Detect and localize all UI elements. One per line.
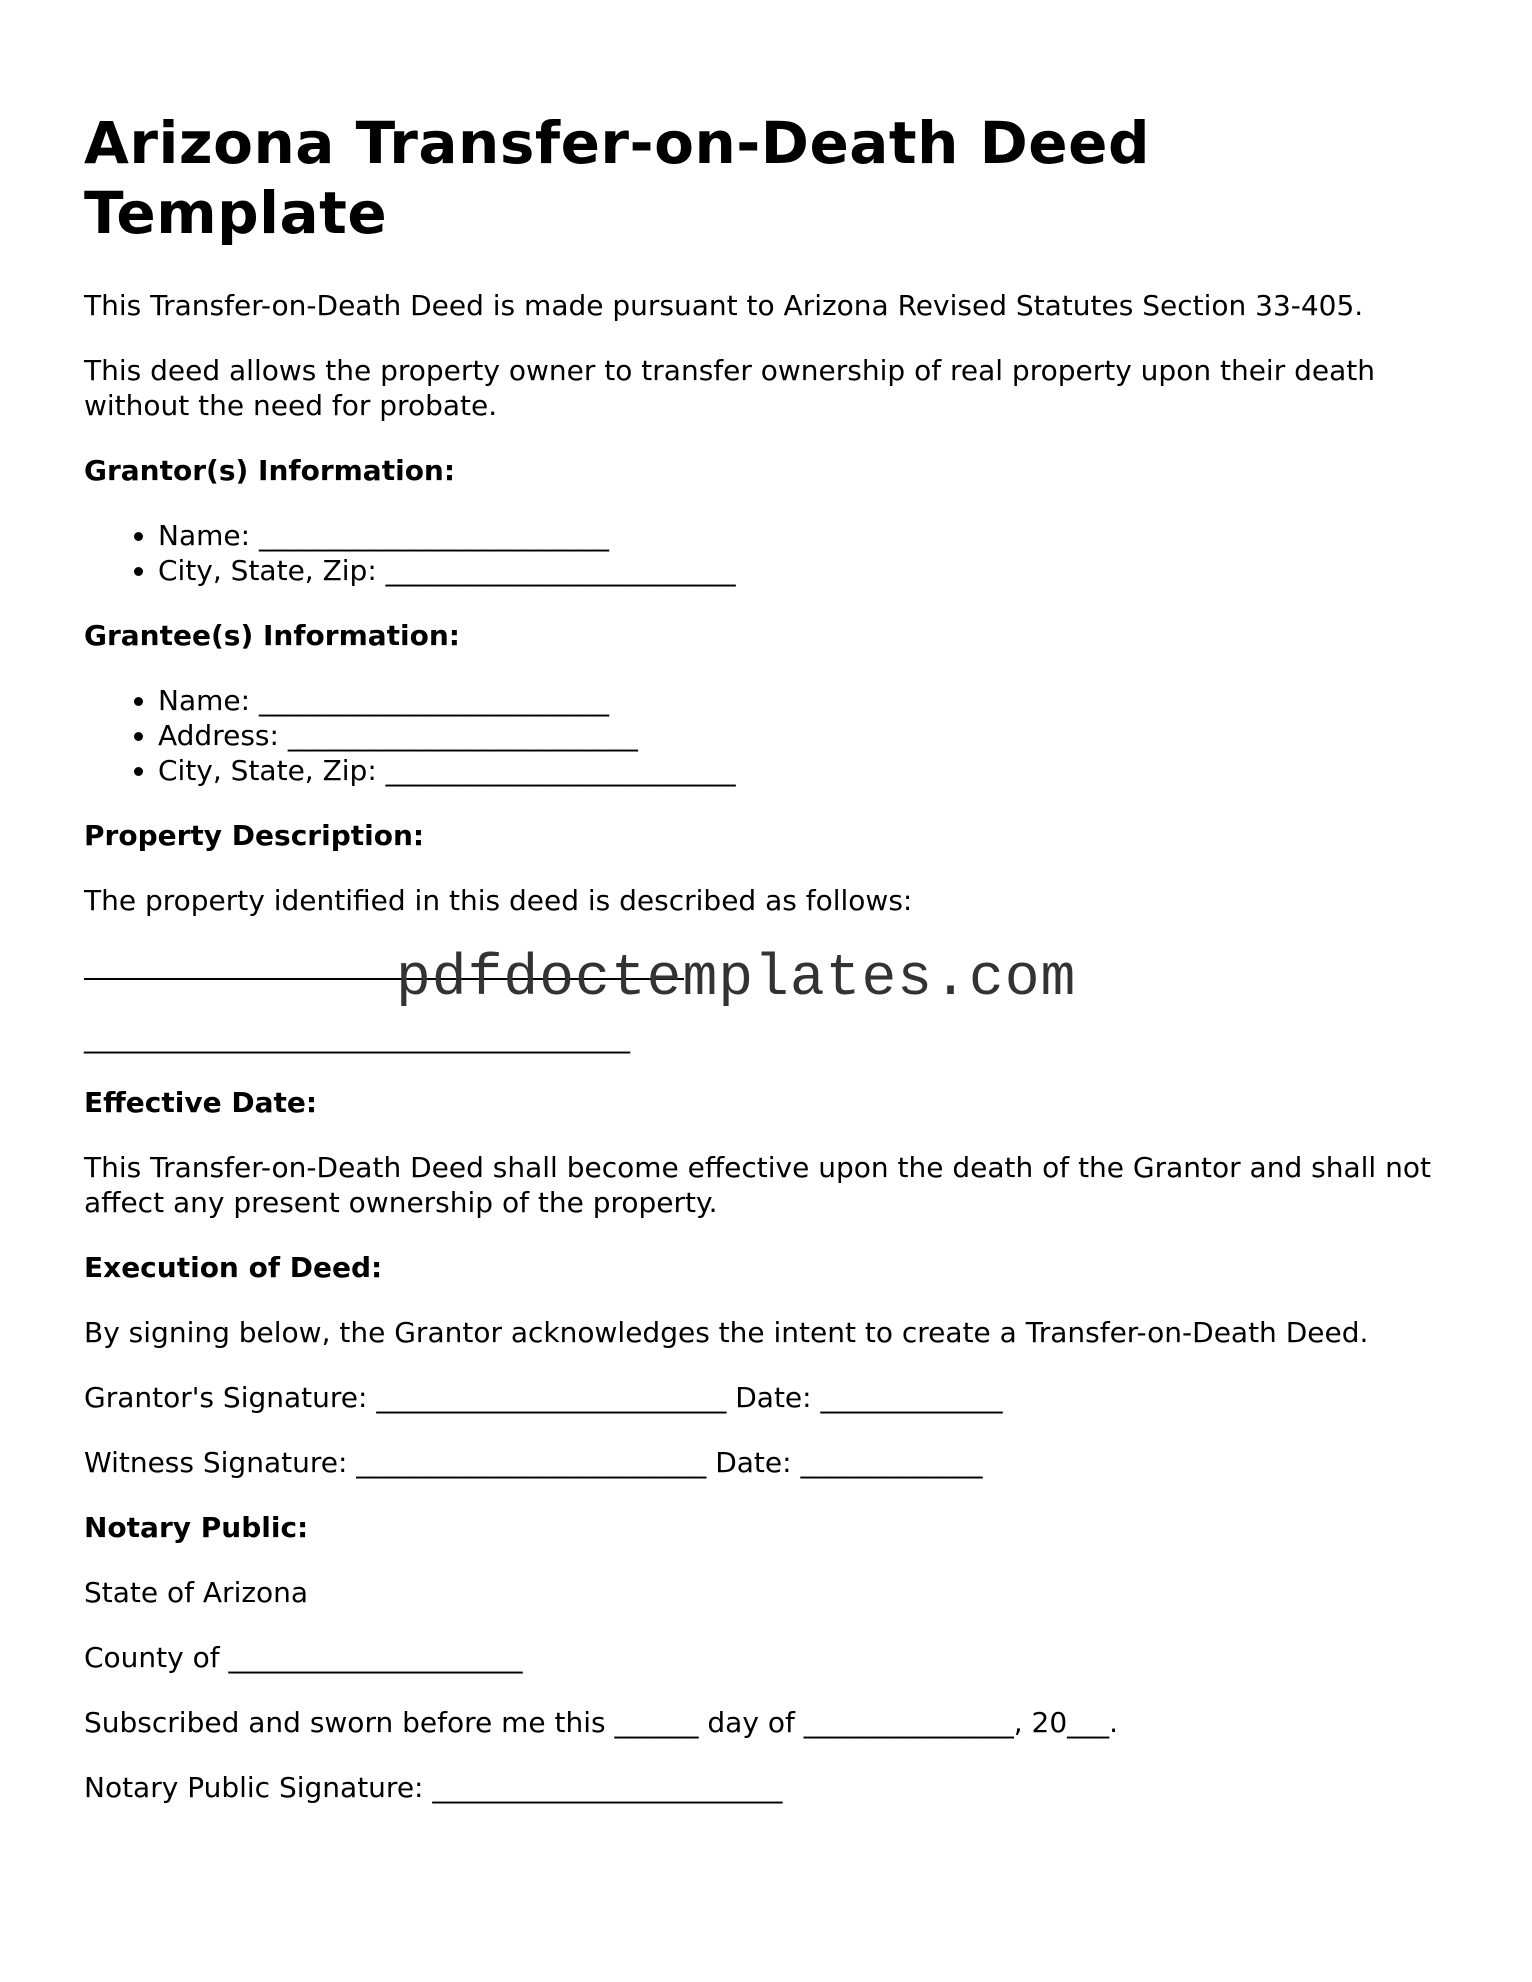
effective-heading: Effective Date: — [84, 1086, 318, 1119]
property-heading: Property Description: — [84, 819, 425, 852]
grantee-address-field: • Address: _________________________ — [158, 718, 1464, 753]
intro-purpose: This deed allows the property owner to transfer ownership of real property upon their death without the need for probate. — [84, 354, 1376, 422]
witness-signature-line: Witness Signature: _________________________ Date: _____________ — [84, 1446, 983, 1479]
notary-state: State of Arizona — [84, 1576, 309, 1609]
notary-heading: Notary Public: — [84, 1511, 309, 1544]
grantee-list — [84, 683, 1464, 788]
watermark-text: pdfdoctemplates.com — [396, 947, 1077, 1012]
notary-county: County of _____________________ — [84, 1641, 523, 1674]
grantor-list — [84, 518, 1464, 588]
grantee-heading: Grantee(s) Information: — [84, 619, 460, 652]
property-blank-with-watermark — [84, 948, 1464, 1020]
intro-statute: This Transfer-on-Death Deed is made pursuant to Arizona Revised Statutes Section 33-405. — [84, 289, 1364, 322]
notary-sworn: Subscribed and sworn before me this ______ day of _______________, 20___. — [84, 1706, 1119, 1739]
grantor-heading: Grantor(s) Information: — [84, 454, 456, 487]
grantor-city-field: • City, State, Zip: _________________________ — [158, 553, 1464, 588]
property-text: The property identified in this deed is described as follows: — [84, 884, 913, 917]
notary-signature-line: Notary Public Signature: _________________________ — [84, 1771, 783, 1804]
document-title: Arizona Transfer-on-Death Deed Template — [84, 109, 1150, 247]
execution-text: By signing below, the Grantor acknowledges the intent to create a Transfer-on-Death Deed. — [84, 1316, 1369, 1349]
effective-text: This Transfer-on-Death Deed shall become effective upon the death of the Grantor and shall not affect any present ownership of the property. — [84, 1151, 1431, 1219]
grantee-name-field: • Name: _________________________ — [158, 683, 1464, 718]
grantor-signature-line: Grantor's Signature: _________________________ Date: _____________ — [84, 1381, 1003, 1414]
grantee-city-field: • City, State, Zip: _________________________ — [158, 753, 1464, 788]
grantor-name-field: • Name: _________________________ — [158, 518, 1464, 553]
property-blank-line: _______________________________________ — [84, 1021, 630, 1054]
execution-heading: Execution of Deed: — [84, 1251, 383, 1284]
document-page — [84, 108, 1464, 1835]
